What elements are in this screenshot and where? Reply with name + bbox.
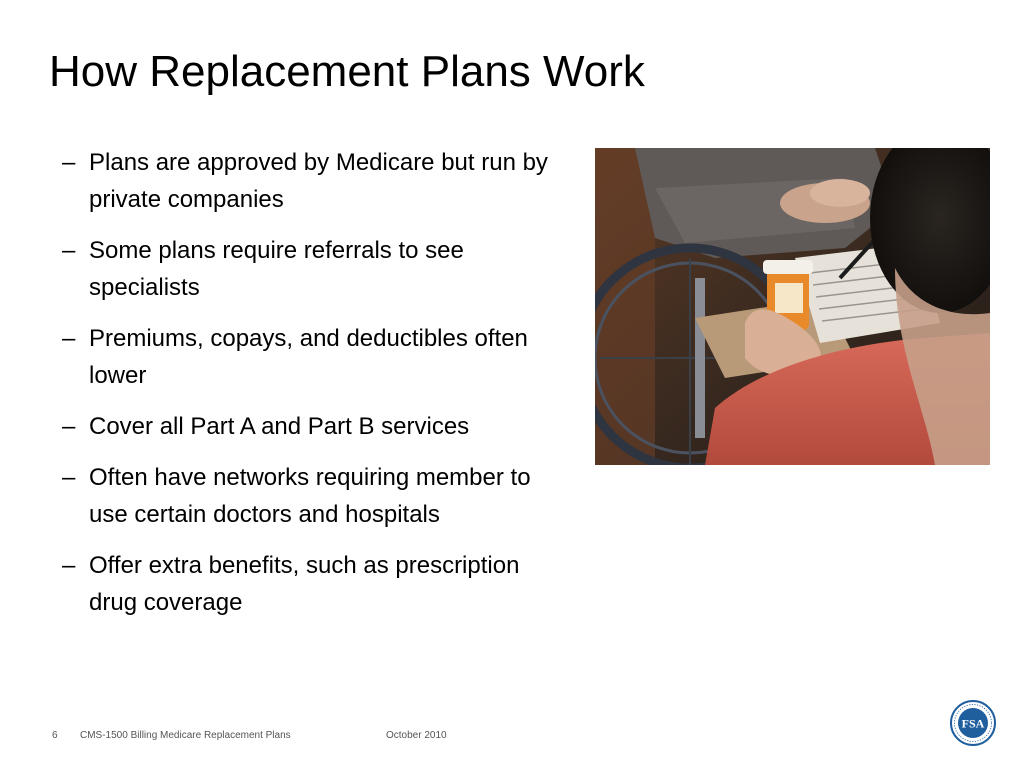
bullet-list bbox=[62, 144, 562, 635]
photo-caregiver-prescription-bottle-icon bbox=[595, 148, 990, 465]
bullet-dash: – bbox=[62, 413, 76, 440]
bullet-item bbox=[62, 232, 562, 306]
footer-course-title: CMS-1500 Billing Medicare Replacement Plans bbox=[80, 730, 291, 741]
bullet-dash: – bbox=[62, 237, 76, 264]
footer-date: October 2010 bbox=[386, 730, 447, 741]
fssa-logo bbox=[950, 700, 996, 746]
footer-page-number: 6 bbox=[52, 730, 58, 741]
bullet-text: Premiums, copays, and deductibles often lower bbox=[89, 325, 528, 389]
fssa-seal-icon bbox=[950, 700, 996, 746]
bullet-text: Offer extra benefits, such as prescription drug coverage bbox=[89, 552, 520, 616]
slide-title: How Replacement Plans Work bbox=[49, 47, 645, 96]
bullet-item bbox=[62, 144, 562, 218]
caregiver-photo bbox=[595, 148, 990, 465]
bullet-item bbox=[62, 459, 562, 533]
bullet-dash: – bbox=[62, 325, 76, 352]
bullet-dash: – bbox=[62, 552, 76, 579]
svg-text:FSA: FSA bbox=[961, 716, 985, 731]
bullet-text: Some plans require referrals to see specialists bbox=[89, 237, 464, 301]
bullet-item bbox=[62, 547, 562, 621]
bullet-text: Cover all Part A and Part B services bbox=[89, 413, 470, 440]
bullet-dash: – bbox=[62, 149, 76, 176]
bullet-text: Often have networks requiring member to use certain doctors and hospitals bbox=[89, 464, 531, 528]
bullet-item bbox=[62, 408, 562, 445]
bullet-item bbox=[62, 320, 562, 394]
bullet-dash: – bbox=[62, 464, 76, 491]
bullet-text: Plans are approved by Medicare but run by private companies bbox=[89, 149, 548, 213]
